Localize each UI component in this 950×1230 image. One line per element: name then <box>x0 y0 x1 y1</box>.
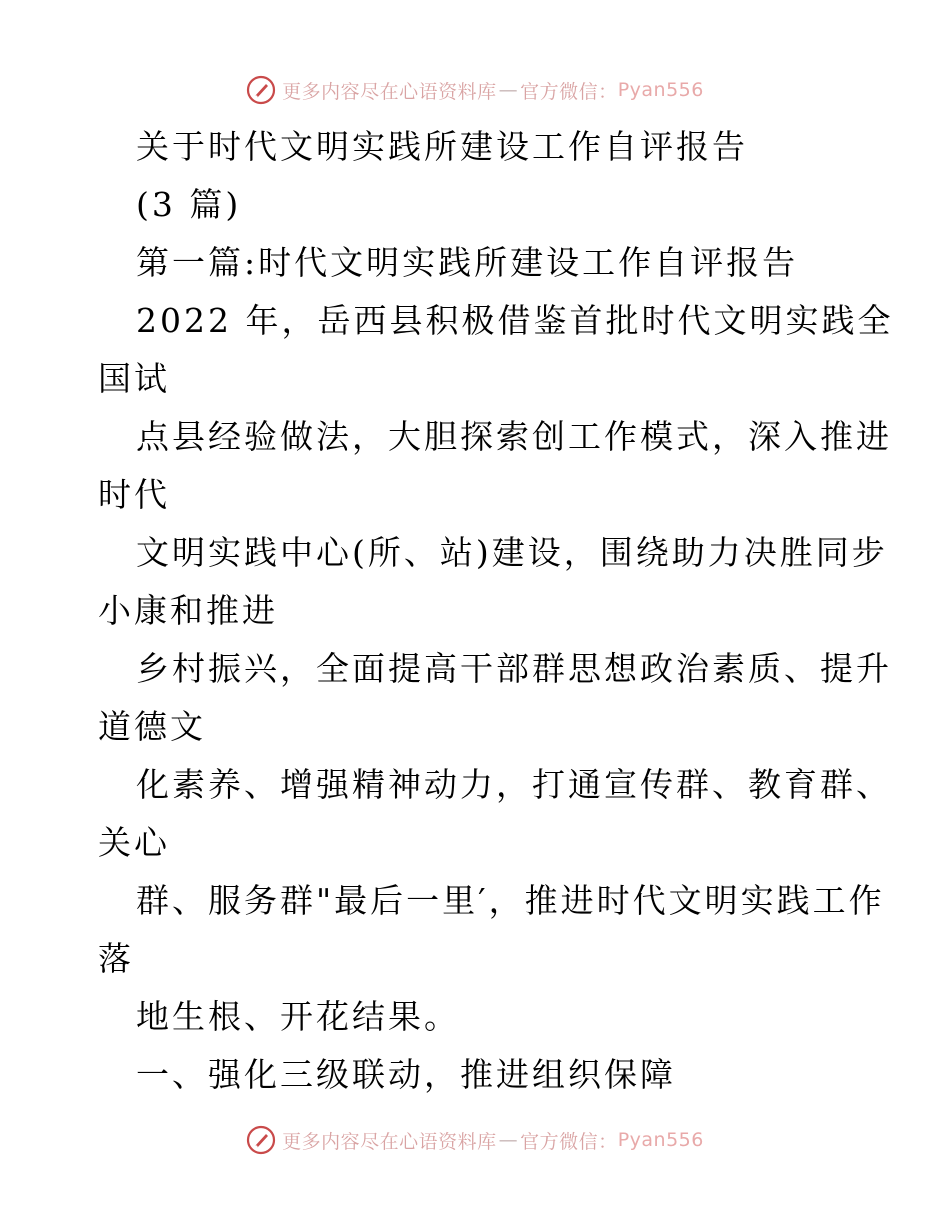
document-line: 地生根、开花结果。 <box>136 997 460 1036</box>
watermark-text: 更多内容尽在心语资料库 <box>282 80 497 103</box>
document-line: 落 <box>98 939 134 978</box>
document-line: 点县经验做法，大胆探索创工作模式，深入推进 <box>136 417 892 456</box>
document-line: 化素养、增强精神动力，打通宣传群、教育群、 <box>136 765 892 804</box>
document-line: 国试 <box>98 359 170 398</box>
document-line: 小康和推进 <box>98 591 278 630</box>
watermark-label: 官方微信： <box>520 1130 618 1153</box>
watermark-text: 更多内容尽在心语资料库 <box>282 1130 497 1153</box>
watermark-separator: — <box>498 1129 519 1151</box>
pen-logo-icon <box>246 75 276 105</box>
header-watermark <box>0 70 950 110</box>
document-line: 乡村振兴，全面提高干部群思想政治素质、提升 <box>136 649 892 688</box>
watermark-label: 官方微信： <box>520 80 618 103</box>
watermark-handle: Pyan556 <box>617 79 704 101</box>
document-line: 文明实践中心(所、站)建设，围绕助力决胜同步 <box>136 533 888 572</box>
document-line: 关心 <box>98 823 170 862</box>
pen-logo-icon <box>246 1125 276 1155</box>
document-line: 第一篇:时代文明实践所建设工作自评报告 <box>136 243 799 282</box>
document-body <box>98 118 894 1104</box>
document-line: 一、强化三级联动，推进组织保障 <box>136 1055 676 1094</box>
watermark-separator: — <box>498 79 519 101</box>
document-line: 群、服务群"最后一里′，推进时代文明实践工作 <box>136 881 885 920</box>
document-line: (3 篇) <box>136 185 242 224</box>
watermark-handle: Pyan556 <box>617 1129 704 1151</box>
document-line: 时代 <box>98 475 170 514</box>
document-line: 关于时代文明实践所建设工作自评报告 <box>136 127 748 166</box>
footer-watermark <box>0 1120 950 1160</box>
document-line: 道德文 <box>98 707 206 746</box>
document-line: 2022 年，岳西县积极借鉴首批时代文明实践全 <box>136 301 894 340</box>
